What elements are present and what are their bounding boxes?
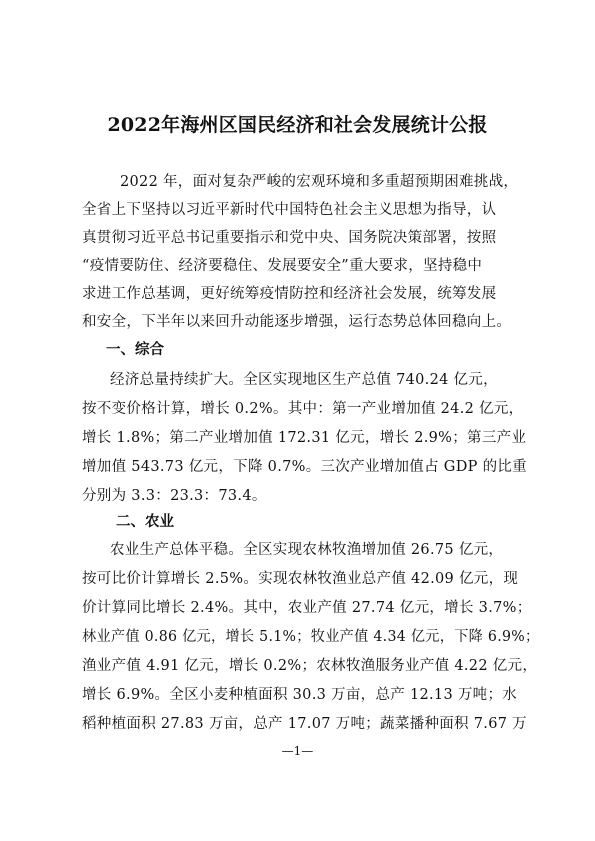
intro-line: 2022 年，面对复杂严峻的宏观环境和多重超预期困难挑战， xyxy=(120,174,519,190)
page-number: —1— xyxy=(281,744,314,758)
intro-line: 求进工作总基调，更好统筹疫情防控和经济社会发展，统筹发展 xyxy=(82,286,497,302)
paragraph-line: 稻种植面积 27.83 万亩，总产 17.07 万吨；蔬菜播种面积 7.67 万 xyxy=(82,716,527,732)
paragraph-line: 林业产值 0.86 亿元，增长 5.1%；牧业产值 4.34 亿元，下降 6.9%； xyxy=(82,629,540,645)
section-heading-agriculture: 二、农业 xyxy=(116,514,174,530)
paragraph-line: 渔业产值 4.91 亿元，增长 0.2%；农林牧渔服务业产值 4.22 亿元， xyxy=(82,658,538,674)
paragraph-line: 农业生产总体平稳。全区实现农林牧渔增加值 26.75 亿元， xyxy=(110,542,504,558)
intro-line: 和安全，下半年以来回升动能逐步增强，运行态势总体回稳向上。 xyxy=(82,314,512,330)
paragraph-line: 分别为 3.3：23.3：73.4。 xyxy=(82,488,267,504)
paragraph-line: 增长 1.8%；第二产业增加值 172.31 亿元，增长 2.9%；第三产业 xyxy=(82,430,527,446)
paragraph-line: 按可比价计算增长 2.5%。实现农林牧渔业总产值 42.09 亿元，现 xyxy=(82,571,519,587)
intro-line: 真贯彻习近平总书记重要指示和党中央、国务院决策部署，按照 xyxy=(82,230,497,246)
paragraph-line: 价计算同比增长 2.4%。其中，农业产值 27.74 亿元，增长 3.7%； xyxy=(82,600,532,616)
intro-line: 全省上下坚持以习近平新时代中国特色社会主义思想为指导，认 xyxy=(82,202,497,218)
paragraph-line: 经济总量持续扩大。全区实现地区生产总值 740.24 亿元， xyxy=(110,372,498,388)
section-heading-general: 一、综合 xyxy=(106,342,164,358)
paragraph-line: 增加值 543.73 亿元，下降 0.7%。三次产业增加值占 GDP 的比重 xyxy=(82,459,527,475)
paragraph-line: 按不变价格计算，增长 0.2%。其中：第一产业增加值 24.2 亿元， xyxy=(82,401,524,417)
paragraph-line: 增长 6.9%。全区小麦种植面积 30.3 万亩，总产 12.13 万吨；水 xyxy=(82,687,518,703)
intro-line: “疫情要防住、经济要稳住、发展要安全”重大要求，坚持稳中 xyxy=(82,258,483,274)
document-title: 2022年海州区国民经济和社会发展统计公报 xyxy=(107,114,488,136)
